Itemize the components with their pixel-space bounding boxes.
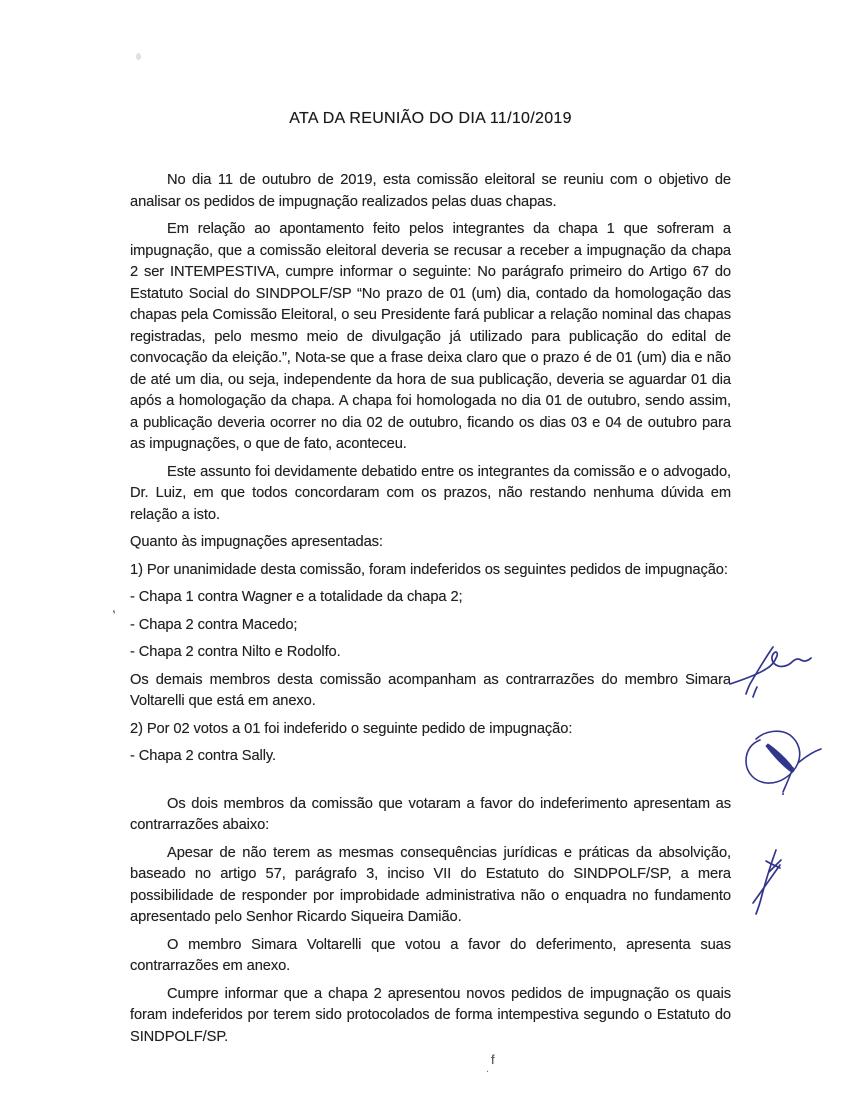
list-item-chapa2-macedo: - Chapa 2 contra Macedo; [130,616,298,633]
paragraph-membro-simara: O membro Simara Voltarelli que votou a favor do deferimento, apresenta suas contrarrazões em anexo. [130,936,731,974]
signature-rubric [746,844,794,920]
paragraph-demais-membros: Os demais membros desta comissão acompanham as contrarrazões do membro Simara Voltarelli que está em anexo. [130,671,731,709]
paragraph-intro: No dia 11 de outubro de 2019, esta comissão eleitoral se reuniu com o objetivo de analisar os pedidos de impugnação realizados pelas duas chapas. [130,172,731,210]
list-item-chapa2-sally: - Chapa 2 contra Sally. [130,748,277,764]
signature-initials-flourish [724,638,819,702]
paragraph-statute-argument: Em relação ao apontamento feito pelos integrantes da chapa 1 que sofreram a impugnação, que a comissão eleitoral deveria se recusar a receber a impugnação da chapa 2 ser INTEMPESTIVA, cumpre informar o seguinte: No parágrafo primeiro do Artigo 67 do Estatuto Social do SINDPOLF/SP “No prazo de 01 (um) dia, contado da homologação das chapas pela Comissão Eleitoral, o seu Presidente fará publicar a relação nominal das chapas registradas, pelo mesmo meio de divulgação já utilizado para publicação do edital de convocação da eleição.”, Nota-se que a frase deixa claro que o prazo é de 01 (um) dia e não de até um dia, ou seja, independente da hora de sua publicação, deveria se aguardar 01 dia após a homologação da chapa. A chapa foi homologada no dia 01 de outubro, sendo assim, a publicação deveria ocorrer no dia 02 de outubro, ficando os dias 03 e 04 de outubro para as impugnações, o que de fato, aconteceu. [130,221,731,452]
paragraph-heading-impugnacoes: Quanto às impugnações apresentadas: [130,534,383,550]
paragraph-item-2: 2) Por 02 votos a 01 foi indeferido o seguinte pedido de impugnação: [130,720,573,737]
paragraph-dois-membros: Os dois membros da comissão que votaram a favor do indeferimento apresentam as contrarrazões abaixo: [130,795,731,833]
paragraph-debate: Este assunto foi devidamente debatido entre os integrantes da comissão e o advogado, Dr. Luiz, em que todos concordaram com os prazos, não restando nenhuma dúvida em relação a isto. [130,463,731,523]
list-item-chapa2-nilto-rodolfo: - Chapa 2 contra Nilto e Rodolfo. [130,644,341,660]
stray-pen-mark: f [491,1052,495,1067]
document-body [130,108,731,1054]
paragraph-contrarrazoes: Apesar de não terem as mesmas consequências jurídicas e práticas da absolvição, baseado no artigo 57, parágrafo 3, inciso VII do Estatuto do SINDPOLF/SP, a mera possibilidade de responder por improbidade administrativa não o enquadra no fundamento apresentado pelo Senhor Ricardo Siqueira Damião. [130,844,731,925]
list-item-chapa1-wagner: - Chapa 1 contra Wagner e a totalidade da chapa 2; [130,589,463,605]
margin-tick-mark: ’ [111,606,118,624]
scan-speck [136,53,141,60]
stray-pen-dot: . [486,1063,490,1075]
signature-loop [738,722,828,802]
paragraph-novos-pedidos: Cumpre informar que a chapa 2 apresentou novos pedidos de impugnação os quais foram indeferidos por terem sido protocolados de forma intempestiva segundo o Estatuto do SINDPOLF/SP. [130,985,731,1045]
paragraph-item-1: 1) Por unanimidade desta comissão, foram indeferidos os seguintes pedidos de impugnação: [130,561,728,578]
page-title: ATA DA REUNIÃO DO DIA 11/10/2019 [289,110,572,127]
